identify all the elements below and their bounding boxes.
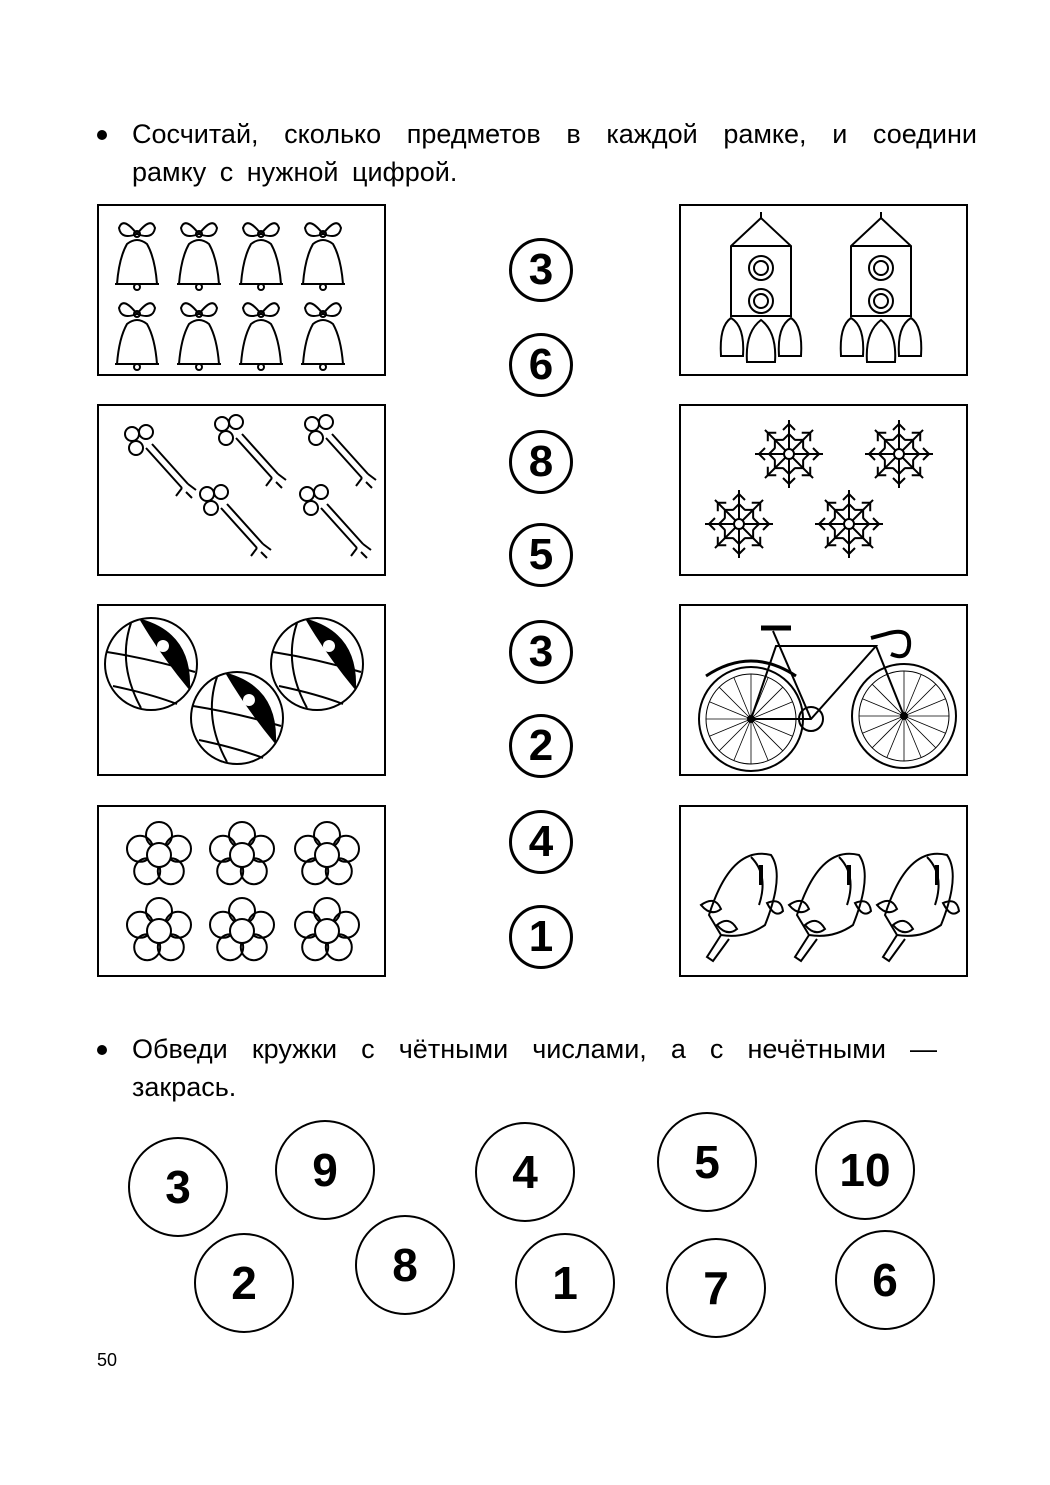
ice-cream-icon [701, 854, 783, 961]
key-icon [300, 485, 371, 558]
bubble-3[interactable]: 4 [475, 1122, 575, 1222]
snowflake-icon [705, 490, 773, 558]
bell-icon [239, 223, 283, 290]
key-icon [125, 425, 196, 498]
bells-picture [99, 206, 388, 378]
flower-icon [210, 822, 274, 884]
ball-icon [191, 672, 283, 764]
flower-icon [127, 898, 191, 960]
key-icon [200, 485, 271, 558]
number-circle-3[interactable]: 8 [509, 430, 573, 494]
number-circle-5[interactable]: 3 [509, 620, 573, 684]
bicycle-picture [681, 606, 970, 778]
bubble-7[interactable]: 8 [355, 1215, 455, 1315]
frame-snowflakes[interactable] [679, 404, 968, 576]
rocket-icon [721, 212, 802, 362]
snowflake-icon [865, 420, 933, 488]
instruction-1 [97, 115, 977, 191]
bell-icon [115, 223, 159, 290]
instruction-2 [97, 1030, 937, 1106]
instruction-1-text: Сосчитай, сколько предметов в каждой рамке, и соедини рамку с нужной цифрой. [132, 119, 977, 187]
ice-creams-picture [681, 807, 970, 979]
number-circle-2[interactable]: 6 [509, 333, 573, 397]
number-circle-6[interactable]: 2 [509, 714, 573, 778]
number-circle-1[interactable]: 3 [509, 238, 573, 302]
snowflakes-picture [681, 406, 970, 578]
bubble-2[interactable]: 9 [275, 1120, 375, 1220]
bubble-8[interactable]: 1 [515, 1233, 615, 1333]
frame-balls[interactable] [97, 604, 386, 776]
ball-icon [271, 618, 363, 710]
number-circle-4[interactable]: 5 [509, 523, 573, 587]
key-icon [215, 415, 286, 488]
number-circle-7[interactable]: 4 [509, 810, 573, 874]
bubble-10[interactable]: 6 [835, 1230, 935, 1330]
frame-ice-creams[interactable] [679, 805, 968, 977]
bell-icon [177, 223, 221, 290]
snowflake-icon [815, 490, 883, 558]
bullet-icon [97, 1045, 107, 1055]
bullet-icon [97, 130, 107, 140]
flower-icon [295, 822, 359, 884]
key-icon [305, 415, 376, 488]
number-circle-8[interactable]: 1 [509, 905, 573, 969]
bell-icon [301, 303, 345, 370]
bubble-6[interactable]: 2 [194, 1233, 294, 1333]
bubble-5[interactable]: 10 [815, 1120, 915, 1220]
balls-picture [99, 606, 388, 778]
bell-icon [115, 303, 159, 370]
frame-rockets[interactable] [679, 204, 968, 376]
bell-icon [301, 223, 345, 290]
bubble-1[interactable]: 3 [128, 1137, 228, 1237]
snowflake-icon [755, 420, 823, 488]
keys-picture [99, 406, 388, 578]
rockets-picture [681, 206, 970, 378]
frame-bicycle[interactable] [679, 604, 968, 776]
ice-cream-icon [877, 854, 959, 961]
flowers-picture [99, 807, 388, 979]
bubble-4[interactable]: 5 [657, 1112, 757, 1212]
instruction-2-text: Обведи кружки с чётными числами, а с нечётными — закрась. [132, 1034, 937, 1102]
frame-flowers[interactable] [97, 805, 386, 977]
flower-icon [210, 898, 274, 960]
page-number: 50 [97, 1350, 118, 1370]
ice-cream-icon [789, 854, 871, 961]
rocket-icon [841, 212, 922, 362]
bell-icon [239, 303, 283, 370]
frame-keys[interactable] [97, 404, 386, 576]
flower-icon [295, 898, 359, 960]
bell-icon [177, 303, 221, 370]
frame-bells[interactable] [97, 204, 386, 376]
ball-icon [105, 618, 197, 710]
flower-icon [127, 822, 191, 884]
bubble-9[interactable]: 7 [666, 1238, 766, 1338]
